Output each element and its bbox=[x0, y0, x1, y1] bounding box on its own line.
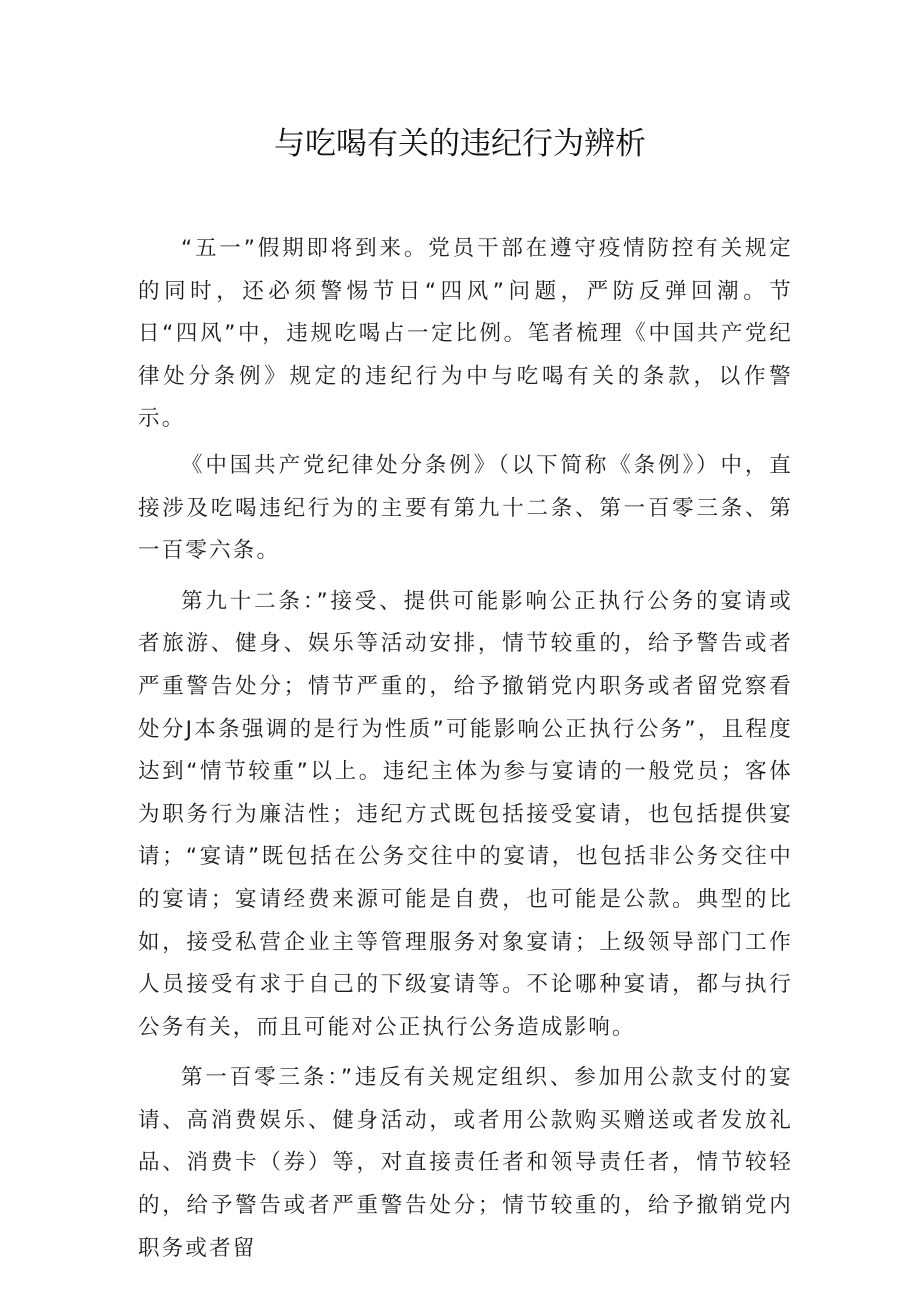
paragraph-regulation-overview: 《中国共产党纪律处分条例》（以下简称《条例》）中，直接涉及吃喝违纪行为的主要有第九十二条、第一百零三条、第一百零六条。 bbox=[138, 452, 793, 564]
paragraph-article-103: 第一百零三条：”违反有关规定组织、参加用公款支付的宴请、高消费娱乐、健身活动，或者用公款购买赠送或者发放礼品、消费卡（券）等，对直接责任者和领导责任者，情节较轻的，给予警告或者严重警告处分；情节较重的，给予撤销党内职务或者留 bbox=[138, 1065, 793, 1261]
document-body bbox=[138, 228, 793, 1274]
paragraph-intro: “五一”假期即将到来。党员干部在遵守疫情防控有关规定的同时，还必须警惕节日“四风”问题，严防反弹回潮。节日“四风”中，违规吃喝占一定比例。笔者梳理《中国共产党纪律处分条例》规定的违纪行为中与吃喝有关的条款，以作警示。 bbox=[138, 236, 793, 432]
paragraph-article-92: 第九十二条：”接受、提供可能影响公正执行公务的宴请或者旅游、健身、娱乐等活动安排，情节较重的，给予警告或者严重警告处分；情节严重的，给予撤销党内职务或者留党察看处分J本条强调的是行为性质”可能影响公正执行公务”，且程度达到“情节较重”以上。违纪主体为参与宴请的一般党员；客体为职务行为廉洁性；违纪方式既包括接受宴请，也包括提供宴请；“宴请”既包括在公务交往中的宴请，也包括非公务交往中的宴请；宴请经费来源可能是自费，也可能是公款。典型的比如，接受私营企业主等管理服务对象宴请；上级领导部门工作人员接受有求于自己的下级宴请等。不论哪种宴请，都与执行公务有关，而且可能对公正执行公务造成影响。 bbox=[138, 588, 793, 1040]
document-title: 与吃喝有关的违纪行为辨析 bbox=[274, 126, 646, 162]
